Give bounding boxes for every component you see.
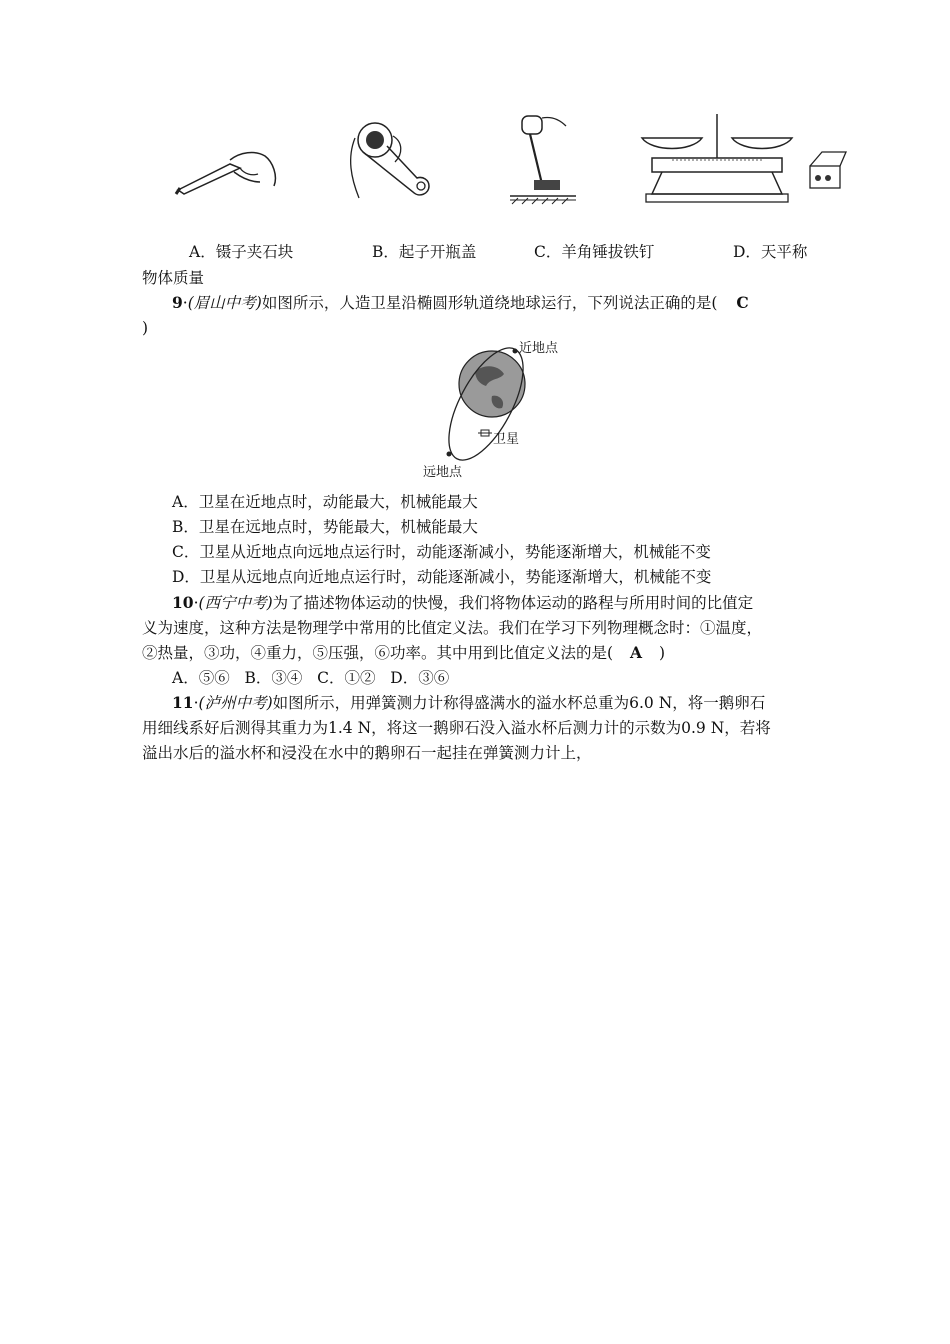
q9-stem: 9·(眉山中考)如图所示，人造卫星沿椭圆形轨道绕地球运行，下列说法正确的是( C — [172, 293, 749, 312]
q10-line3 — [142, 642, 665, 664]
q10-close-paren: ) — [658, 644, 666, 662]
q8-option-d: D．天平称 — [733, 243, 808, 261]
q11-source: (泸州中考) — [198, 694, 273, 712]
satellite-icon — [478, 430, 492, 436]
perigee-point — [513, 349, 518, 354]
q9-satellite-figure — [420, 334, 570, 484]
q11-line3: 溢出水后的溢水杯和浸没在水中的鹅卵石一起挂在弹簧测力计上， — [142, 744, 592, 762]
tweezers-figure — [170, 146, 280, 206]
apogee-label: 远地点 — [423, 465, 463, 480]
q9-option-c: C．卫星从近地点向远地点运行时，动能逐渐减小，势能逐渐增大，机械能不变 — [172, 543, 711, 561]
q10-line2: 义为速度，这种方法是物理学中常用的比值定义法。我们在学习下列物理概念时：①温度， — [142, 619, 763, 637]
q9-close-paren: ) — [142, 319, 149, 337]
q8-option-d-continued: 物体质量 — [142, 269, 205, 287]
q9-option-d: D．卫星从远地点向近地点运行时，动能逐渐减小，势能逐渐增大，机械能不变 — [172, 568, 712, 586]
q11-stem: 11·(泸州中考)如图所示，用弹簧测力计称得盛满水的溢水杯总重为6.0 N，将一鹅卵石 — [172, 693, 766, 712]
q8-option-b: B．起子开瓶盖 — [372, 243, 477, 261]
q8-option-c: C．羊角锤拔铁钉 — [534, 243, 655, 261]
perigee-label: 近地点 — [519, 341, 559, 356]
q10-answer: A — [630, 643, 643, 662]
claw-hammer-figure — [508, 110, 578, 210]
q10-line1: 为了描述物体运动的快慢，我们将物体运动的路程与所用时间的比值定 — [272, 594, 754, 612]
q10-source: (西宁中考) — [198, 594, 273, 612]
q9-option-b: B．卫星在远地点时，势能最大，机械能最大 — [172, 518, 478, 536]
q8-option-a: A．镊子夹石块 — [189, 243, 294, 261]
q10-options: A．⑤⑥ B．③④ C．①② D．③⑥ — [172, 669, 450, 687]
balance-scale-figure — [632, 108, 847, 208]
satellite-label: 卫星 — [493, 432, 520, 447]
q9-source: (眉山中考) — [187, 294, 262, 312]
q10-stem: 10·(西宁中考)为了描述物体运动的快慢，我们将物体运动的路程与所用时间的比值定 — [172, 593, 754, 612]
earth-icon — [459, 351, 525, 417]
q9-stem-text: 如图所示，人造卫星沿椭圆形轨道绕地球运行，下列说法正确的是( — [261, 294, 718, 312]
q11-line1: 如图所示，用弹簧测力计称得盛满水的溢水杯总重为6.0 N，将一鹅卵石 — [272, 694, 766, 712]
q8-figures — [160, 108, 850, 208]
q9-answer: C — [736, 293, 749, 312]
bottle-opener-figure — [345, 118, 440, 208]
apogee-point — [447, 452, 452, 457]
q11-number: 11 — [172, 693, 194, 712]
q9-number: 9 — [172, 293, 183, 312]
q9-option-a: A．卫星在近地点时，动能最大，机械能最大 — [172, 493, 478, 511]
q10-number: 10 — [172, 593, 194, 612]
q11-line2: 用细线系好后测得其重力为1.4 N，将这一鹅卵石没入溢水杯后测力计的示数为0.9 N，若将 — [142, 719, 771, 737]
q10-line3-text: ②热量，③功，④重力，⑤压强，⑥功率。其中用到比值定义法的是( — [142, 644, 614, 662]
